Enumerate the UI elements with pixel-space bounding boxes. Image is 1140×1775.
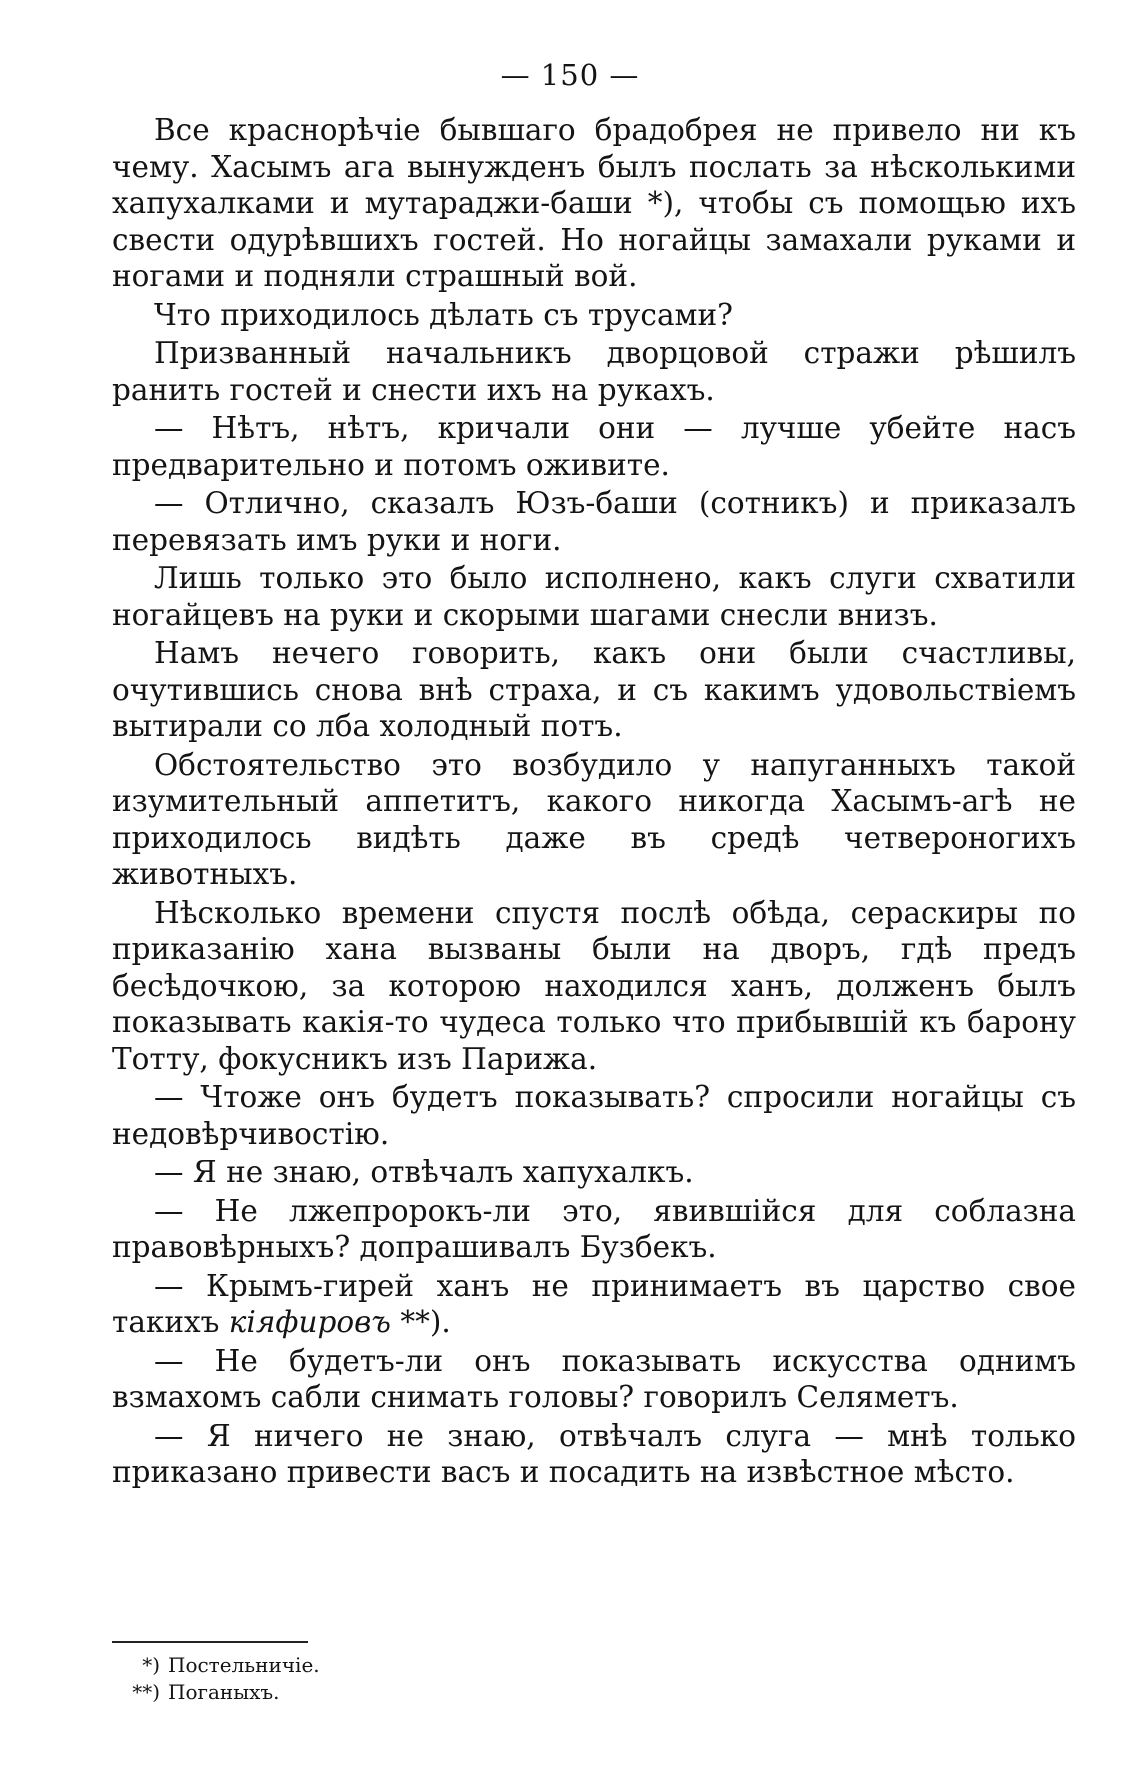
footnote-text: Постельничіе. (168, 1653, 320, 1677)
paragraph: Нѣсколько времени спустя послѣ обѣда, сераскиры по приказанію хана вызваны были на дворъ, гдѣ предъ бесѣдочкою, за которою находился ханъ, долженъ былъ показывать какія-то чудеса только что прибывшій къ барону Тотту, фокусникъ изъ Парижа. (112, 895, 1076, 1076)
paragraph: Что приходилось дѣлать съ трусами? (154, 297, 733, 332)
footnote-text: Поганыхъ. (168, 1680, 280, 1704)
italic-word: кіяфировъ (228, 1305, 391, 1339)
footnote (118, 1652, 718, 1679)
footnote-mark: **) (132, 1680, 160, 1704)
footnote-mark: *) (142, 1653, 160, 1677)
page-number: — 150 — (500, 58, 640, 92)
paragraph: Все краснорѣчіе бывшаго брадобрея не привело ни къ чему. Хасымъ ага вынужденъ былъ послать за нѣсколькими хапухалками и мутараджи-баши *), чтобы съ помощью ихъ свести одурѣвшихъ гостей. Но ногайцы замахали руками и ногами и подняли страшный вой. (112, 113, 1076, 293)
paragraph: — Я не знаю, отвѣчалъ хапухалкъ. (154, 1155, 694, 1189)
paragraph: Намъ нечего говорить, какъ они были счастливы, очутившись снова внѣ страха, и съ какимъ удовольствіемъ вытирали со лба холодный потъ. (112, 636, 1076, 743)
paragraph: — Не лжепророкъ-ли это, явившійся для соблазна правовѣрныхъ? допрашивалъ Бузбекъ. (112, 1193, 1076, 1264)
paragraph: Обстоятельство это возбудило у напуганныхъ такой изумительный аппетитъ, какого никогда Хасымъ-агѣ не приходилось видѣть даже въ средѣ четвероногихъ животныхъ. (112, 747, 1076, 891)
paragraph: — Не будетъ-ли онъ показывать искусства однимъ взмахомъ сабли снимать головы? говорилъ Селяметъ. (112, 1343, 1076, 1414)
text-run: — Крымъ-гирей ханъ не принимаетъ въ царство свое такихъ (112, 1268, 1076, 1339)
paragraph: Призванный начальникъ дворцовой стражи рѣшилъ ранить гостей и снести ихъ на рукахъ. (112, 336, 1076, 407)
footnote (118, 1679, 718, 1706)
body-text (112, 112, 1076, 1493)
footnotes (118, 1652, 718, 1706)
paragraph: — Чтоже онъ будетъ показывать? спросили ногайцы съ недовѣрчивостію. (112, 1080, 1076, 1151)
paragraph: — Отлично, сказалъ Юзъ-баши (сотникъ) и приказалъ перевязать имъ руки и ноги. (112, 486, 1076, 557)
text-run: **). (390, 1305, 451, 1339)
paragraph-with-italic (112, 1268, 1076, 1341)
footnote-divider (112, 1641, 308, 1643)
paragraph: — Нѣтъ, нѣтъ, кричали они — лучше убейте насъ предварительно и потомъ оживите. (112, 411, 1076, 482)
paragraph: Лишь только это было исполнено, какъ слуги схватили ногайцевъ на руки и скорыми шагами снесли внизъ. (112, 561, 1076, 632)
paragraph: — Я ничего не знаю, отвѣчалъ слуга — мнѣ только приказано привести васъ и посадить на извѣстное мѣсто. (112, 1418, 1076, 1489)
